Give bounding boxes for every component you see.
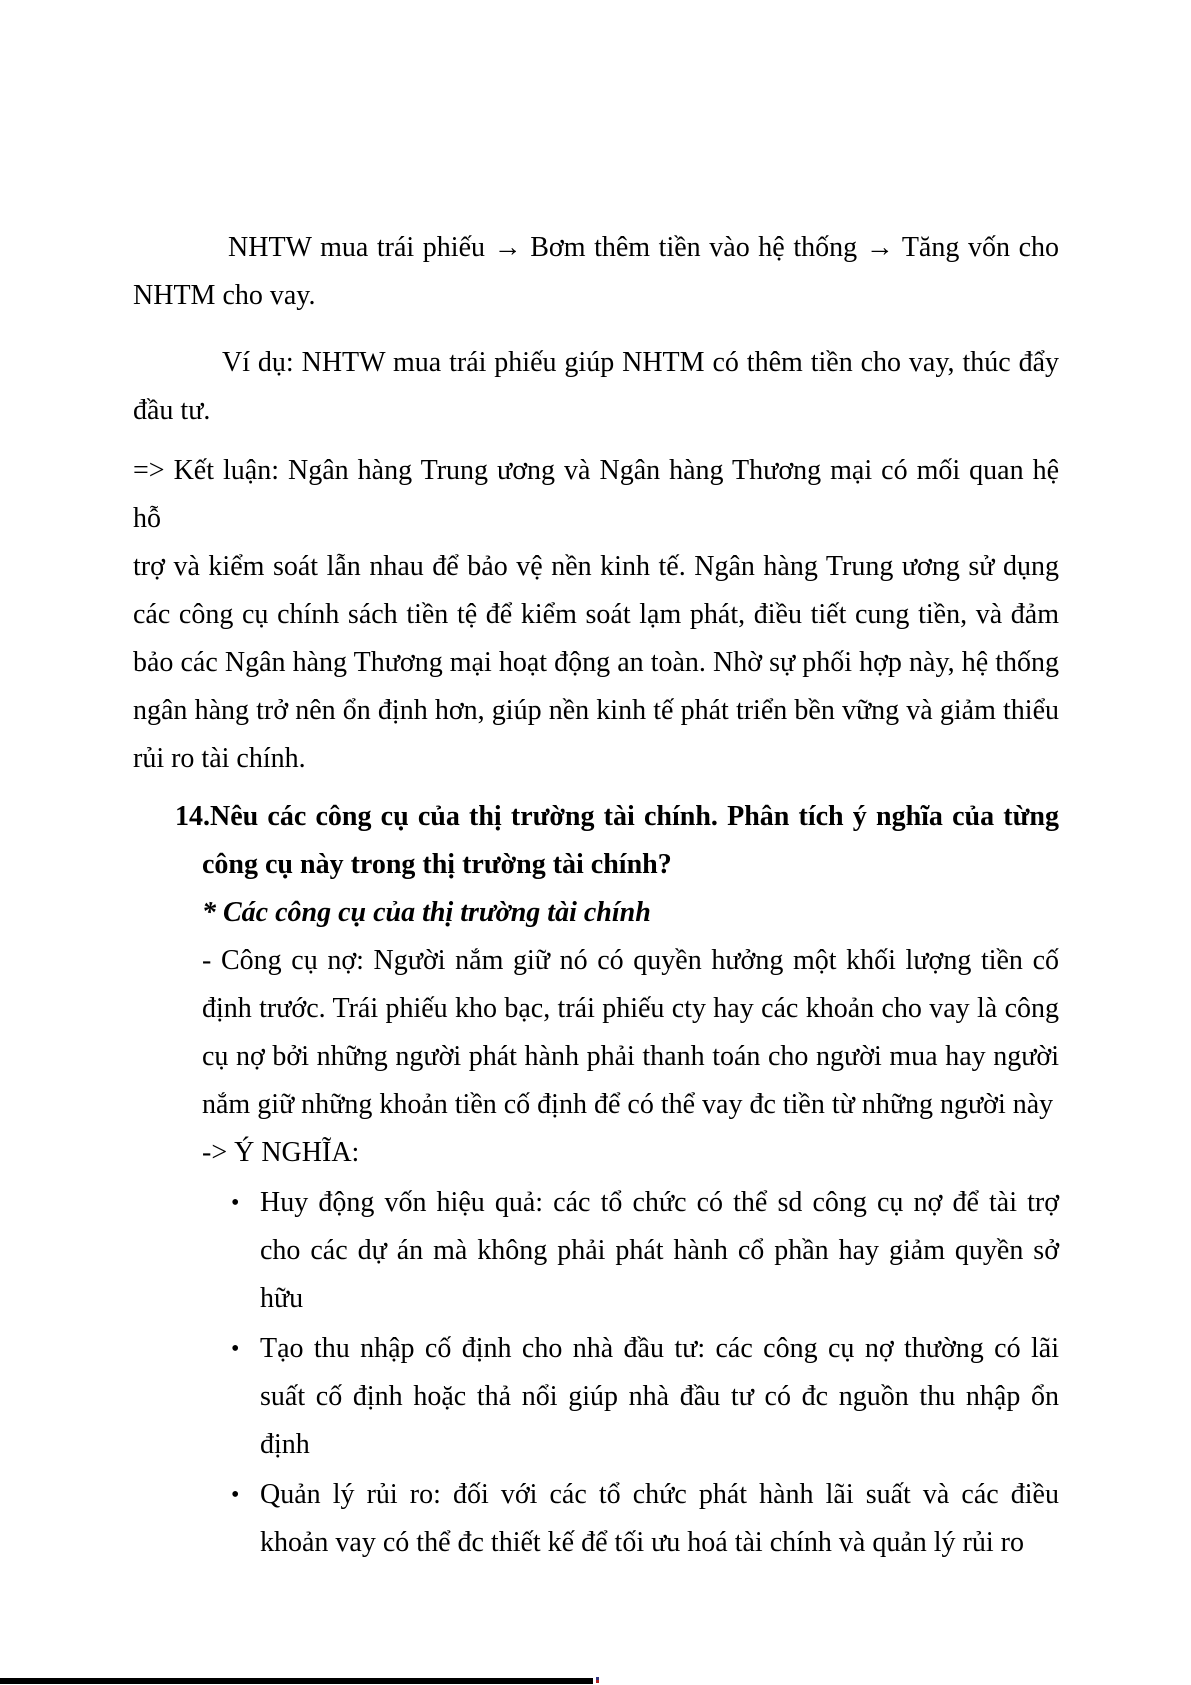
- text-line: định: [260, 1429, 310, 1460]
- page-bottom-rule: [0, 1678, 593, 1684]
- text-line: định trước. Trái phiếu kho bạc, trái phiếu cty hay các khoản cho vay là công: [202, 993, 1059, 1024]
- text-line: nắm giữ những khoản tiền cố định để có thể vay đc tiền từ những người này: [202, 1089, 1054, 1120]
- text-block-p-conclusion: [133, 447, 1059, 783]
- bullet-item: [231, 1471, 1059, 1567]
- bullet-marker-icon: •: [231, 1336, 240, 1362]
- text-line: Huy động vốn hiệu quả: các tổ chức có thể sd công cụ nợ để tài trợ: [260, 1187, 1059, 1218]
- text-block-p-arrow: [133, 1129, 1059, 1177]
- text-line: cụ nợ bởi những người phát hành phải thanh toán cho người mua hay người: [202, 1041, 1059, 1072]
- text-line: ngân hàng trở nên ổn định hơn, giúp nền kinh tế phát triển bền vững và giảm thiểu: [133, 695, 1059, 726]
- bullet-item: [231, 1325, 1059, 1469]
- text-line: NHTW mua trái phiếu → Bơm thêm tiền vào hệ thống → Tăng vốn cho: [228, 232, 1059, 263]
- document-content: [133, 224, 1059, 1567]
- text-line: suất cố định hoặc thả nổi giúp nhà đầu tư có đc nguồn thu nhập ổn: [260, 1381, 1059, 1412]
- text-line: các công cụ chính sách tiền tệ để kiểm soát lạm phát, điều tiết cung tiền, và đảm: [133, 599, 1059, 630]
- text-line: đầu tư.: [133, 395, 211, 426]
- text-line: 14.Nêu các công cụ của thị trường tài chính. Phân tích ý nghĩa của từng: [175, 801, 1059, 832]
- text-line: cho các dự án mà không phải phát hành cổ phần hay giảm quyền sở: [260, 1235, 1059, 1266]
- text-line: trợ và kiểm soát lẫn nhau để bảo vệ nền kinh tế. Ngân hàng Trung ương sử dụng: [133, 551, 1059, 582]
- text-line: => Kết luận: Ngân hàng Trung ương và Ngân hàng Thương mại có mối quan hệ hỗ: [133, 455, 1059, 534]
- text-line: -> Ý NGHĨA:: [202, 1137, 360, 1168]
- text-block-p-example1: [133, 224, 1059, 320]
- bullet-item: [231, 1179, 1059, 1323]
- text-block-p-example2: [133, 339, 1059, 435]
- text-line: khoản vay có thể đc thiết kế để tối ưu hoá tài chính và quản lý rủi ro: [260, 1527, 1024, 1558]
- bullet-marker-icon: •: [231, 1482, 240, 1508]
- text-line: * Các công cụ của thị trường tài chính: [202, 897, 651, 928]
- text-line: Quản lý rủi ro: đối với các tổ chức phát hành lãi suất và các điều: [260, 1479, 1059, 1510]
- cursor-mark: [596, 1677, 599, 1683]
- text-block-subhead-italic: [133, 889, 1059, 937]
- text-line: - Công cụ nợ: Người nắm giữ nó có quyền hưởng một khối lượng tiền cố: [202, 945, 1059, 976]
- text-line: NHTM cho vay.: [133, 280, 316, 311]
- bullet-marker-icon: •: [231, 1190, 240, 1216]
- text-line: bảo các Ngân hàng Thương mại hoạt động an toàn. Nhờ sự phối hợp này, hệ thống: [133, 647, 1059, 678]
- text-line: Ví dụ: NHTW mua trái phiếu giúp NHTM có thêm tiền cho vay, thúc đẩy: [222, 347, 1059, 378]
- text-line: công cụ này trong thị trường tài chính?: [202, 849, 672, 880]
- text-line: hữu: [260, 1283, 304, 1314]
- text-block-p-debt: [133, 937, 1059, 1129]
- text-line: Tạo thu nhập cố định cho nhà đầu tư: các công cụ nợ thường có lãi: [260, 1333, 1059, 1364]
- text-block-heading-q14: [133, 793, 1059, 889]
- text-line: rủi ro tài chính.: [133, 743, 306, 774]
